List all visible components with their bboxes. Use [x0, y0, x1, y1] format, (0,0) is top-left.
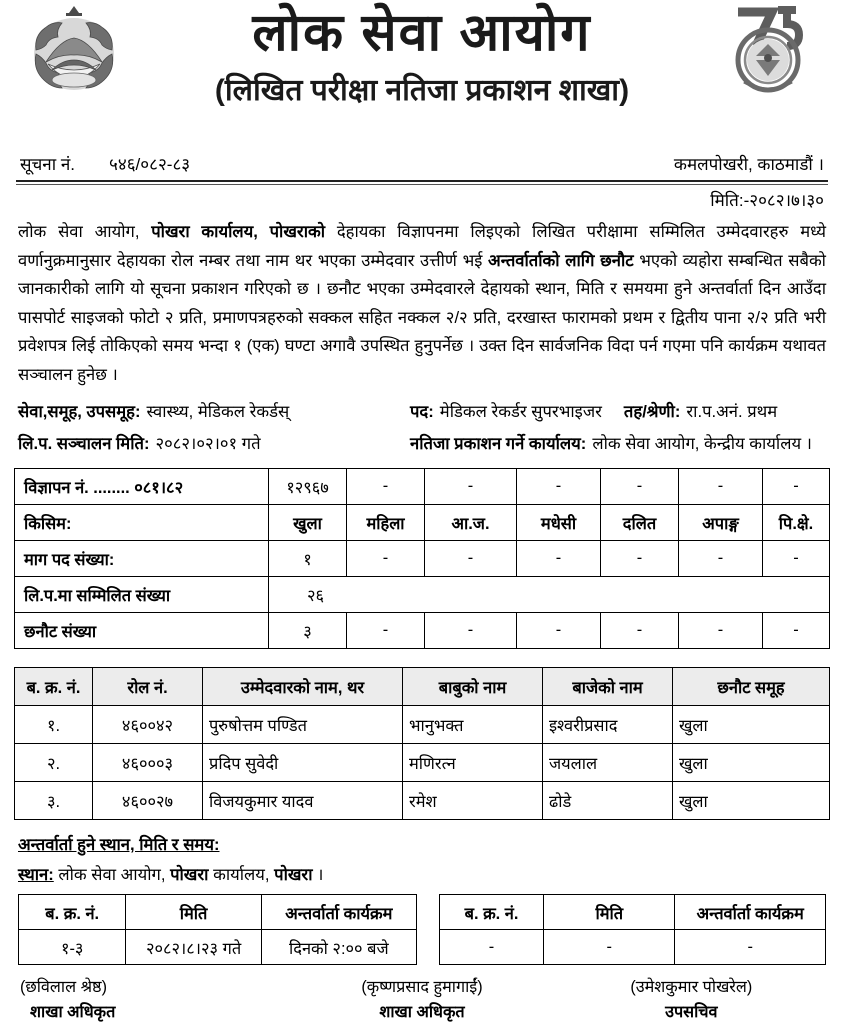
interview-place [14, 862, 830, 885]
page-subtitle: (लिखित परीक्षा नतिजा प्रकाशन शाखा) [214, 74, 630, 108]
office-address: कमलपोखरी, काठमाडौं । [673, 155, 824, 174]
signatory-role: उपसचिव [665, 1003, 718, 1022]
table-cell: - [517, 469, 601, 505]
table-cell: आ.ज. [425, 505, 517, 541]
table-cell: ४६०००३ [93, 744, 203, 782]
table-cell: १२९६७ [269, 469, 347, 505]
psc-75th-anniversary-logo-icon [718, 0, 814, 96]
signatory [557, 975, 826, 1024]
table-cell: दलित [601, 505, 679, 541]
row-label: माग पद संख्या: [15, 541, 269, 577]
level-label: तह/श्रेणी: [623, 402, 681, 422]
column-header: अन्तर्वार्ता कार्यक्रम [261, 895, 416, 930]
interview-schedule-left [18, 894, 417, 965]
column-header: बाजेको नाम [543, 668, 673, 706]
table-cell: - [347, 469, 425, 505]
signatory-role: शाखा अधिकृत [379, 1003, 465, 1022]
table-cell: खुला [673, 744, 830, 782]
table-cell: - [601, 613, 679, 649]
notice-paragraph [14, 218, 830, 389]
table-cell: अपाङ्ग [679, 505, 763, 541]
table-cell: २०८२।८।२३ गते [126, 930, 261, 965]
table-cell: - [347, 541, 425, 577]
exam-date-label: लि.प. सञ्चालन मिति: [18, 433, 150, 453]
table-cell: - [425, 469, 517, 505]
row-label: लि.प.मा सम्मिलित संख्या [15, 577, 269, 613]
table-cell: ढोडे [543, 782, 673, 820]
table-row [15, 577, 830, 613]
service-value: स्वास्थ्य, मेडिकल रेकर्डस् [146, 402, 290, 422]
table-cell: ३ [269, 613, 347, 649]
interview-place-label: स्थान: [18, 865, 54, 885]
table-cell: जयलाल [543, 744, 673, 782]
table-cell: - [679, 613, 763, 649]
column-header: मिति [544, 895, 675, 930]
table-cell: - [763, 541, 830, 577]
publish-office-label: नतिजा प्रकाशन गर्ने कार्यालय: [410, 433, 587, 453]
table-cell: ३. [15, 782, 93, 820]
document-header [14, 0, 830, 142]
level-value: रा.प.अनं. प्रथम [686, 402, 778, 422]
signatory-name: (छविलाल श्रेष्ठ) [20, 978, 107, 997]
signatory [18, 975, 287, 1024]
table-cell: - [347, 613, 425, 649]
column-header: मिति [126, 895, 261, 930]
plain-text: भएको व्यहोरा सम्बन्धित सबैको जानकारीको लागि यो सूचना प्रकाशन गरिएको छ । छनौट भएका उम्मेदवारले देहायको स्थान, मिति र समयमा हुने अन्तर्वार्ता दिन आउँदा पासपोर्ट साइजको फोटो २ प्रति, प्रमाणपत्रहरुको सक्कल सहित नक्कल २/२ प्रति, दरखास्त फारामको प्रथम र द्वितीय पाना २/२ प्रति भरी प्रवेशपत्र लिई तोकिएको समय भन्दा १ (एक) घण्टा अगावै उपस्थित हुनुपर्नेछ । उक्त दिन सार्वजनिक विदा पर्न गएमा पनि कार्यक्रम यथावत सञ्चालन हुनेछ । [18, 250, 826, 384]
table-cell: - [763, 613, 830, 649]
table-cell: दिनको २:०० बजे [261, 930, 416, 965]
table-header-row [15, 668, 830, 706]
notice-number-label: सूचना नं. [20, 155, 76, 174]
table-row [15, 505, 830, 541]
table-cell: - [425, 613, 517, 649]
service-label: सेवा,समूह, उपसमूह: [18, 402, 141, 422]
signatory-name: (कृष्णप्रसाद हुमागाईं) [361, 978, 483, 997]
emphasized-text: पोखरा [170, 865, 209, 885]
table-cell: - [679, 541, 763, 577]
table-row [15, 541, 830, 577]
table-cell: १. [15, 706, 93, 744]
table-cell: इश्वरीप्रसाद [543, 706, 673, 744]
table-row [15, 744, 830, 782]
notice-row [14, 152, 830, 175]
table-cell: - [439, 930, 543, 965]
signatory-name: (उमेशकुमार पोखरेल) [630, 978, 753, 997]
emphasized-text: पोखरा कार्यालय, पोखराको [151, 222, 326, 241]
table-cell: - [517, 541, 601, 577]
table-cell: - [601, 541, 679, 577]
plain-text: लोक सेवा आयोग, [53, 865, 171, 885]
signatory [287, 975, 556, 1024]
emphasized-text: पोखरा [274, 865, 313, 885]
table-row [15, 613, 830, 649]
table-cell: खुला [673, 782, 830, 820]
exam-meta [14, 396, 830, 459]
row-label: किसिम: [15, 505, 269, 541]
table-cell: भानुभक्त [403, 706, 543, 744]
plain-text: लोक सेवा आयोग, [18, 222, 152, 241]
table-cell: खुला [673, 706, 830, 744]
column-header: ब. क्र. नं. [15, 668, 93, 706]
table-cell: विजयकुमार यादव [203, 782, 403, 820]
emphasized-text: अन्तर्वार्ताको लागि छनौट [488, 250, 634, 270]
publish-office-value: लोक सेवा आयोग, केन्द्रीय कार्यालय । [592, 433, 812, 453]
signature-block [14, 975, 830, 1024]
column-header: बाबुको नाम [403, 668, 543, 706]
table-row [15, 782, 830, 820]
table-cell: ४६००४२ [93, 706, 203, 744]
column-header: ब. क्र. नं. [19, 895, 126, 930]
column-header: अन्तर्वार्ता कार्यक्रम [675, 895, 826, 930]
page-title: लोक सेवा आयोग [252, 4, 592, 62]
table-cell: १-३ [19, 930, 126, 965]
table-cell: - [601, 469, 679, 505]
table-cell: - [517, 613, 601, 649]
table-cell: खुला [269, 505, 347, 541]
table-cell: प्रदिप सुवेदी [203, 744, 403, 782]
table-cell: मधेसी [517, 505, 601, 541]
table-cell: ४६००२७ [93, 782, 203, 820]
row-label: छनौट संख्या [15, 613, 269, 649]
table-cell: २. [15, 744, 93, 782]
table-cell: महिला [347, 505, 425, 541]
interview-schedule-right [439, 894, 826, 965]
table-cell: - [544, 930, 675, 965]
advertisement-table [14, 468, 830, 649]
table-cell: पि.क्षे. [763, 505, 830, 541]
interview-schedule-tables [14, 894, 830, 965]
notice-number-value: ५४६/०८२-८३ [109, 155, 191, 174]
signatory-role: शाखा अधिकृत [30, 1003, 116, 1022]
interview-heading: अन्तर्वार्ता हुने स्थान, मिति र समय: [18, 835, 220, 855]
table-cell: - [425, 541, 517, 577]
column-header: रोल नं. [93, 668, 203, 706]
column-header: छनौट समूह [673, 668, 830, 706]
post-label: पद: [410, 402, 434, 422]
table-cell: मणिरत्न [403, 744, 543, 782]
table-cell: - [675, 930, 826, 965]
row-label: विज्ञापन नं. ........ ०८१।८२ [15, 469, 269, 505]
table-cell: रमेश [403, 782, 543, 820]
plain-text: । [312, 865, 324, 885]
nepal-national-emblem-icon [22, 4, 126, 96]
table-row [19, 930, 417, 965]
table-header-row [19, 895, 417, 930]
table-cell: १ [269, 541, 347, 577]
notice-date: मिति:-२०८२।७।३० [710, 191, 824, 210]
plain-text: देहायका विज्ञापनमा लिइएको लिखित परीक्षामा सम्मिलित उम्मेदवारहरु मध्ये वर्णानुक्रमानुसार देहायका रोल नम्बर तथा नाम थर भएका उम्मेदवार उत्तीर्ण भई [18, 222, 826, 270]
table-cell: २६ [269, 577, 830, 613]
table-row [15, 706, 830, 744]
column-header: ब. क्र. नं. [439, 895, 543, 930]
table-header-row [439, 895, 825, 930]
post-value: मेडिकल रेकर्डर सुपरभाइजर [439, 402, 602, 422]
table-cell: पुरुषोत्तम पण्डित [203, 706, 403, 744]
column-header: उम्मेदवारको नाम, थर [203, 668, 403, 706]
exam-date-value: २०८२।०२।०१ गते [155, 433, 261, 453]
table-cell: - [679, 469, 763, 505]
selected-candidates-table [14, 667, 830, 820]
table-row [439, 930, 825, 965]
table-row [15, 469, 830, 505]
table-cell: - [763, 469, 830, 505]
plain-text: कार्यालय, [208, 865, 275, 885]
